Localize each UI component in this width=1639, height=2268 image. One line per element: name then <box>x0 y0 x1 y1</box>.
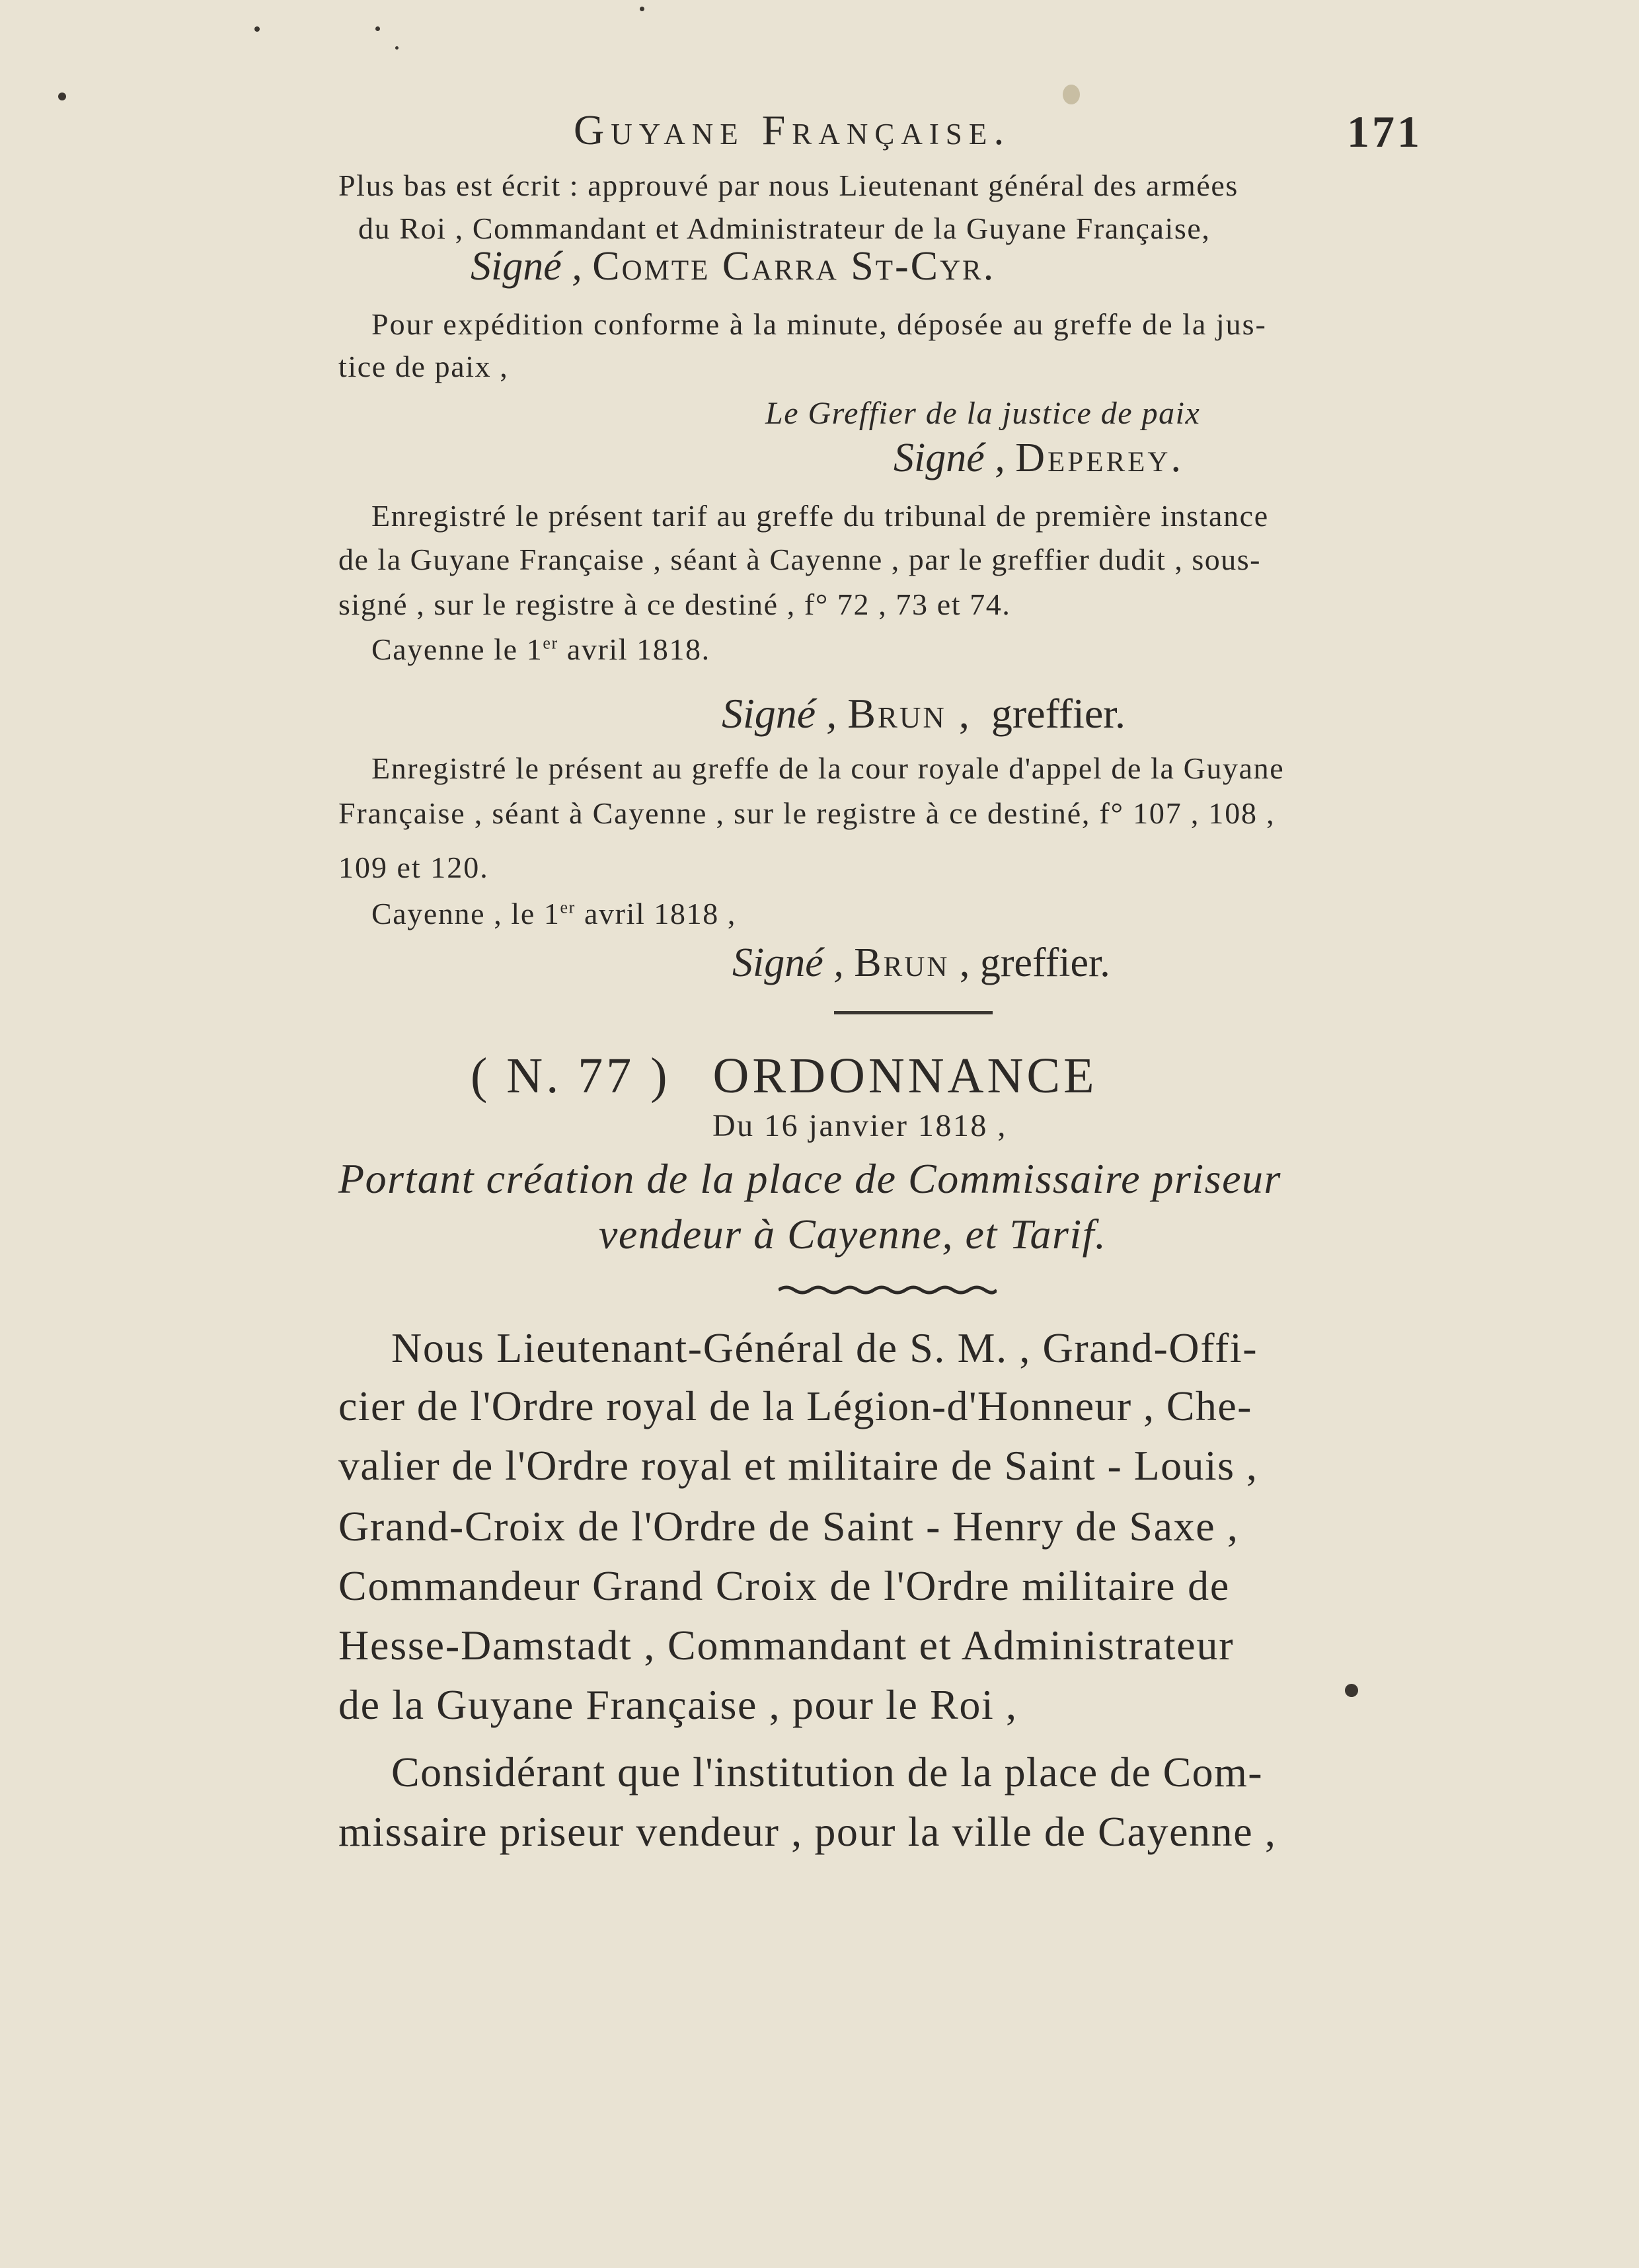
ordonnance-subtitle-2: vendeur à Cayenne, et Tarif. <box>599 1211 1107 1258</box>
preamble-line-8 <box>371 634 710 665</box>
signature-name: Brun <box>854 940 950 985</box>
foxing-stain <box>1063 85 1080 104</box>
body-line: Hesse-Damstadt , Commandant et Administrateur <box>338 1622 1235 1669</box>
signature-brun-1 <box>722 690 1126 737</box>
signature-brun-2 <box>732 942 1110 983</box>
body-line: Commandeur Grand Croix de l'Ordre militaire de <box>338 1562 1231 1609</box>
ordonnance-date: Du 16 janvier 1818 , <box>712 1108 1007 1143</box>
preamble-line-6: de la Guyane Française , séant à Cayenne , par le greffier dudit , sous- <box>338 543 1261 576</box>
body-line: Grand-Croix de l'Ordre de Saint - Henry de Saxe , <box>338 1503 1239 1550</box>
preamble-line-1: Plus bas est écrit : approuvé par nous Lieutenant général des armées <box>338 169 1239 202</box>
ink-speck <box>58 93 66 100</box>
date-text: avril 1818 , <box>575 897 737 930</box>
ink-speck <box>254 26 260 32</box>
date-superscript: er <box>543 633 558 653</box>
preamble-line-12 <box>371 899 736 929</box>
ordonnance-title: ORDONNANCE <box>712 1048 1098 1104</box>
signature-name: Comte Carra St-Cyr. <box>592 244 996 289</box>
signature-deperey <box>894 437 1184 478</box>
ink-speck <box>395 46 399 50</box>
preamble-line-9: Enregistré le présent au greffe de la cour royale d'appel de la Guyane <box>371 751 1285 785</box>
signature-role: greffier. <box>991 690 1126 737</box>
body-line: valier de l'Ordre royal et militaire de Saint - Louis , <box>338 1442 1258 1489</box>
ink-speck <box>640 7 644 11</box>
date-text: Cayenne , le 1 <box>371 897 560 930</box>
body-line: missaire priseur vendeur , pour la ville de Cayenne , <box>338 1808 1277 1855</box>
ordonnance-subtitle-1: Portant création de la place de Commissaire priseur <box>338 1155 1281 1202</box>
date-superscript: er <box>560 897 576 917</box>
date-text: Cayenne le 1 <box>371 632 543 666</box>
signature-carra <box>471 246 995 287</box>
body-line: Nous Lieutenant-Général de S. M. , Grand-Offi- <box>391 1324 1258 1371</box>
section-rule <box>834 1011 993 1014</box>
ink-blot <box>1345 1684 1358 1697</box>
page-number: 171 <box>1347 106 1422 157</box>
signature-signe: Signé , <box>894 435 1005 480</box>
signature-role: , greffier. <box>959 940 1110 985</box>
running-title: Guyane Française. <box>574 106 1011 153</box>
date-text: avril 1818. <box>558 632 710 666</box>
preamble-line-11: 109 et 120. <box>338 850 489 884</box>
ink-speck <box>375 26 380 31</box>
wavy-ornament <box>779 1283 997 1297</box>
preamble-line-3: Pour expédition conforme à la minute, déposée au greffe de la jus- <box>371 307 1267 341</box>
ordonnance-number: ( N. 77 ) <box>471 1048 671 1104</box>
signature-signe: Signé , <box>722 690 837 737</box>
body-line: cier de l'Ordre royal de la Légion-d'Honneur , Che- <box>338 1382 1252 1429</box>
body-line: Considérant que l'institution de la place de Com- <box>391 1749 1263 1796</box>
ordonnance-heading <box>471 1048 1098 1104</box>
preamble-line-7: signé , sur le registre à ce destiné , f° 72 , 73 et 74. <box>338 587 1011 621</box>
signature-name: Brun , <box>847 690 972 737</box>
preamble-line-4: tice de paix , <box>338 350 509 383</box>
signature-name: Deperey. <box>1015 435 1184 480</box>
signature-signe: Signé , <box>732 940 844 985</box>
greffier-title: Le Greffier de la justice de paix <box>765 396 1201 431</box>
body-line: de la Guyane Française , pour le Roi , <box>338 1681 1018 1728</box>
preamble-line-2: du Roi , Commandant et Administrateur de la Guyane Française, <box>358 211 1211 245</box>
preamble-line-5: Enregistré le présent tarif au greffe du tribunal de première instance <box>371 499 1269 533</box>
signature-signe: Signé , <box>471 244 582 289</box>
preamble-line-10: Française , séant à Cayenne , sur le registre à ce destiné, f° 107 , 108 , <box>338 796 1276 830</box>
